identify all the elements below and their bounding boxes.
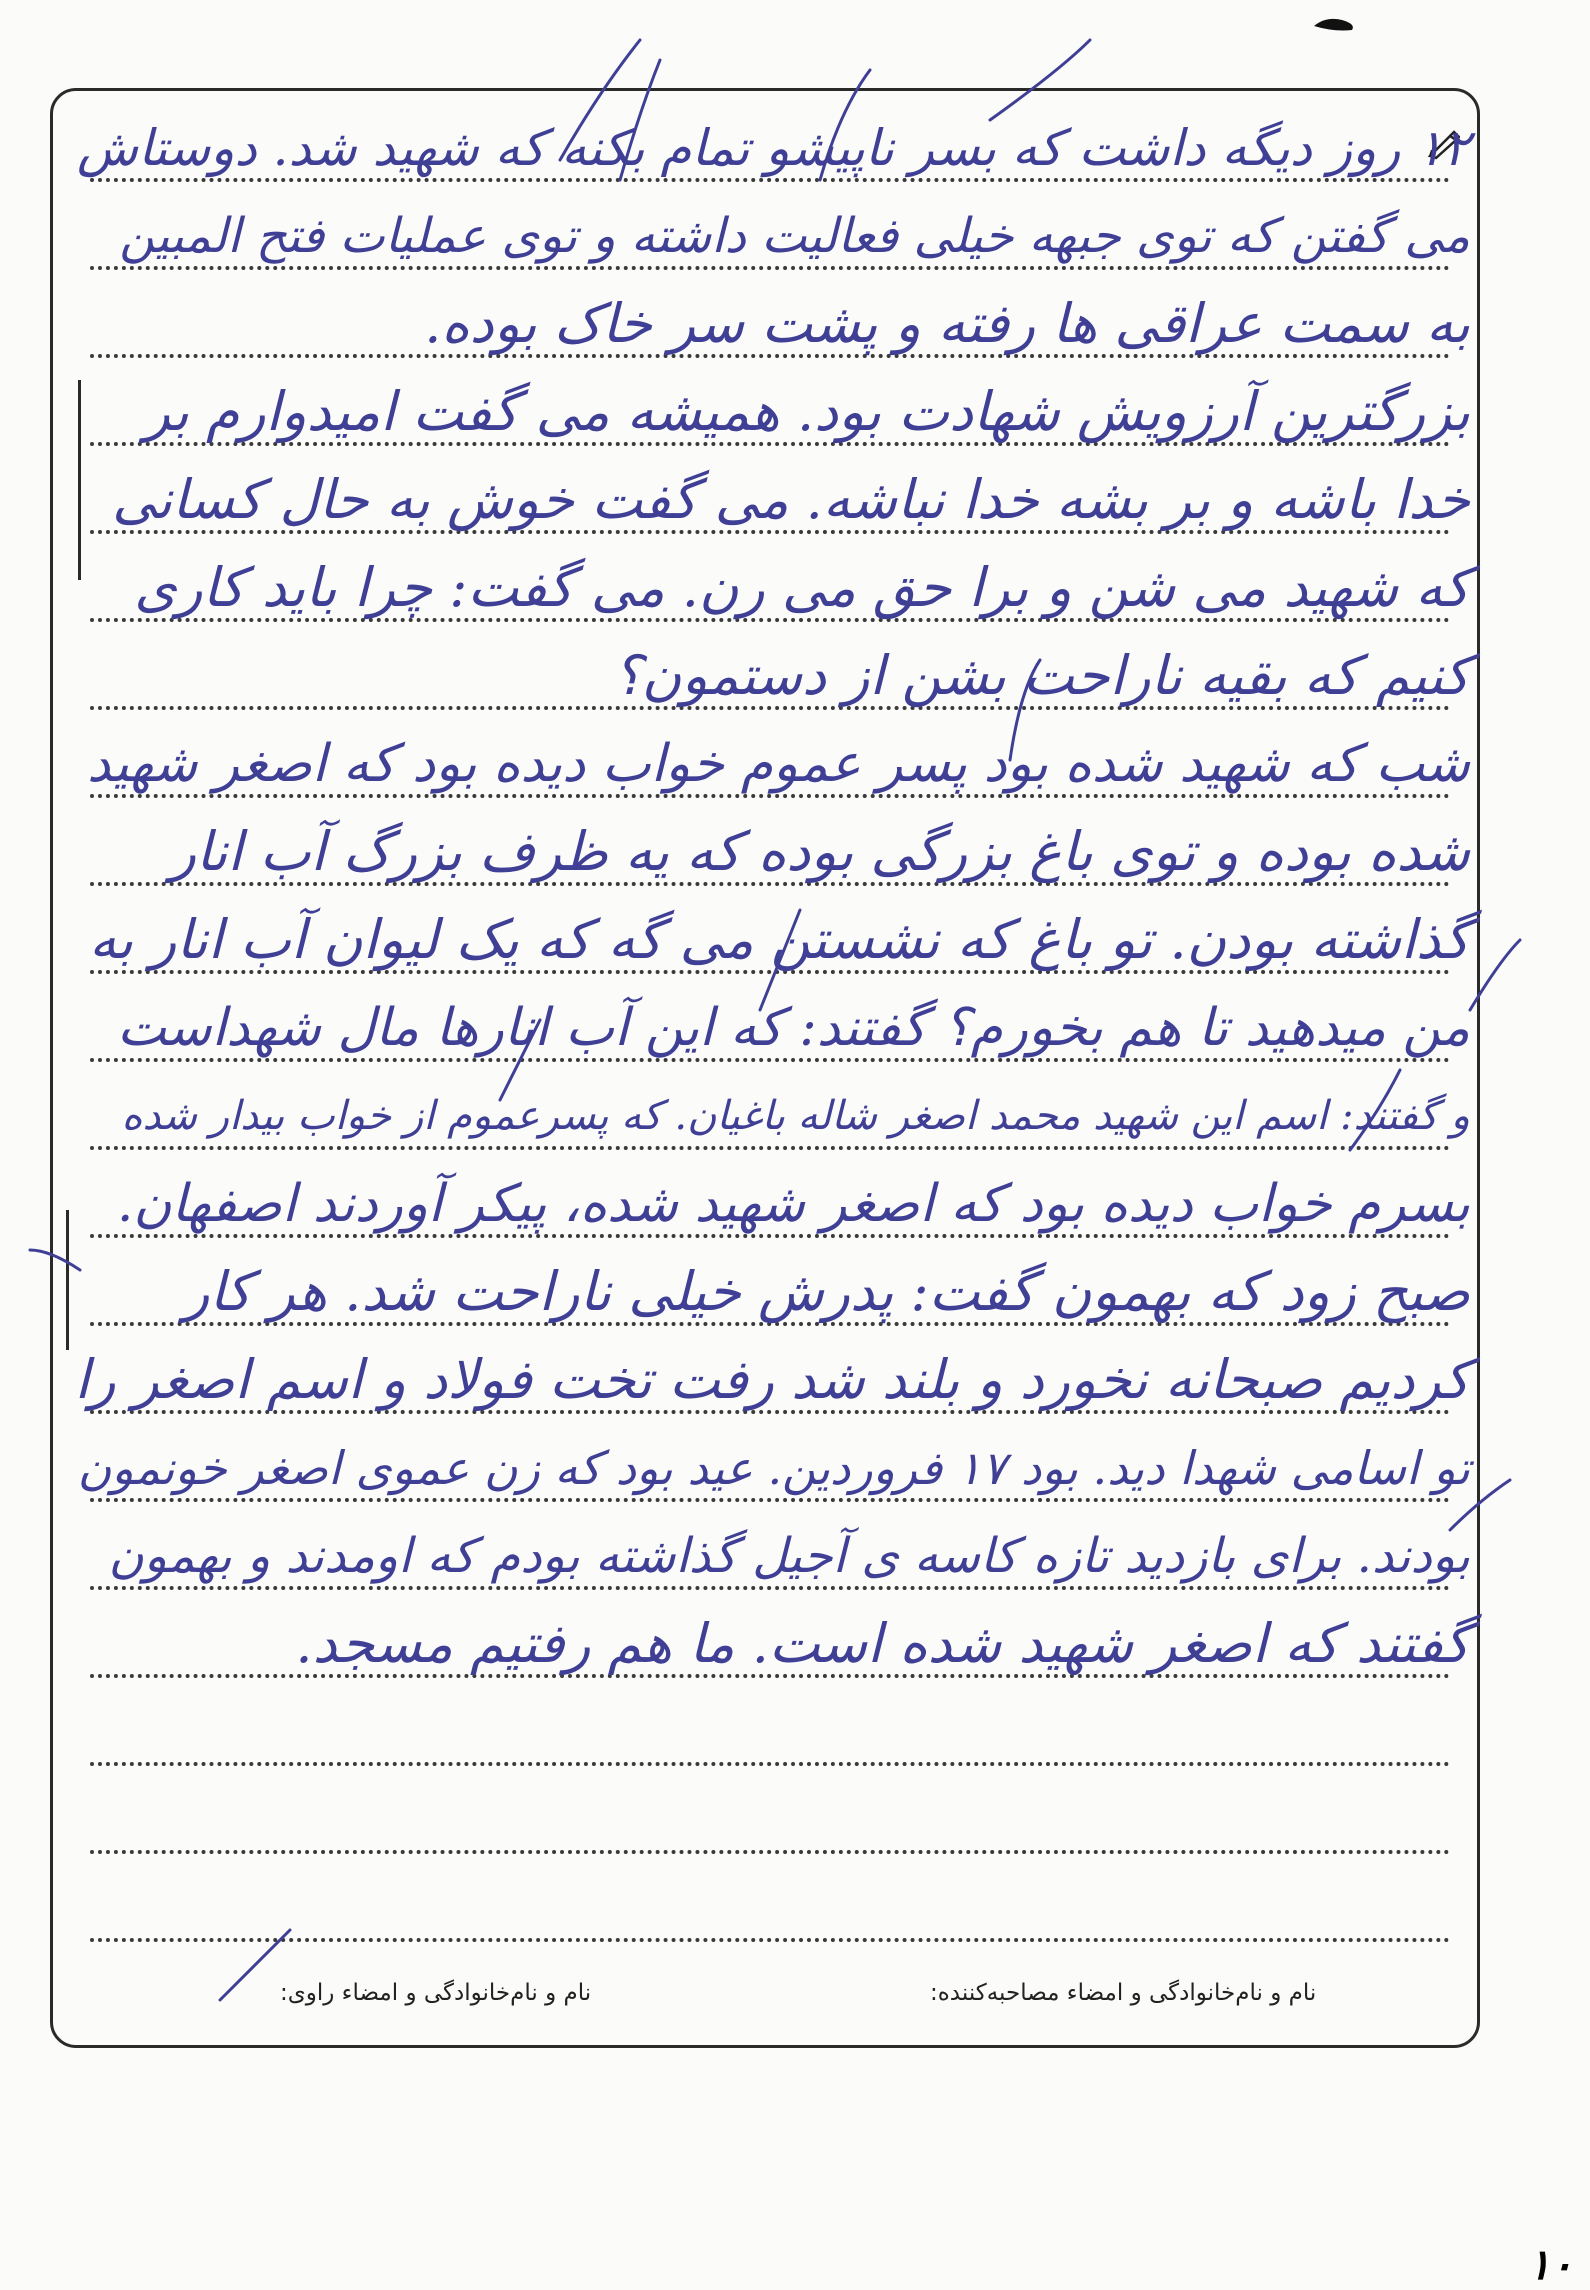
handwritten-line: بودند. برای بازدید تازه کاسه ی آجیل گذاشته بودم که اومدند و بهمون bbox=[108, 1528, 1470, 1584]
dotted-line bbox=[90, 1938, 1450, 1942]
dotted-line bbox=[90, 1498, 1450, 1502]
dotted-line bbox=[90, 1586, 1450, 1590]
handwritten-line: بسرم خواب دیده بود که اصغر شهید شده، پیکر آوردند اصفهان. bbox=[116, 1174, 1470, 1234]
interviewer-signature-label: نام و نام‌خانوادگی و امضاء مصاحبه‌کننده: bbox=[930, 1980, 1317, 2006]
handwritten-line: خدا باشه و بر بشه خدا نباشه. می گفت خوش به حال کسانی bbox=[112, 468, 1470, 531]
dotted-line bbox=[90, 1762, 1450, 1766]
handwritten-line: تو اسامی شهدا دید. بود ۱۷ فروردین. عید بود که زن عموی اصغر خونمون bbox=[77, 1441, 1470, 1495]
handwritten-line: که شهید می شن و برا حق می رن. می گفت: چرا باید کاری bbox=[134, 556, 1470, 619]
page-number: ۱۰ bbox=[1528, 2240, 1574, 2289]
handwritten-line: صبح زود که بهمون گفت: پدرش خیلی ناراحت شد. هر کار bbox=[183, 1260, 1470, 1323]
ink-smudge bbox=[1312, 14, 1358, 32]
handwritten-line: ۱۲ روز دیگه داشت که بسر ناپیشو تمام بکنه که شهید شد. دوستاش bbox=[77, 119, 1470, 177]
handwritten-line: کردیم صبحانه نخورد و بلند شد رفت تخت فولاد و اسم اصغر را bbox=[74, 1348, 1470, 1411]
dotted-line bbox=[90, 1234, 1450, 1238]
dotted-line bbox=[90, 1146, 1450, 1150]
dotted-line bbox=[90, 178, 1450, 182]
dotted-line bbox=[90, 794, 1450, 798]
handwritten-line: و گفتند: اسم این شهید محمد اصغر شاله باغیان. که پسرعموم از خواب بیدار شده bbox=[121, 1093, 1470, 1139]
handwritten-line: شده بوده و توی باغ بزرگی بوده که یه ظرف بزرگ آب انار bbox=[169, 820, 1470, 883]
dotted-line bbox=[90, 1058, 1450, 1062]
handwritten-line: گذاشته بودن. تو باغ که نشستن می گه که یک لیوان آب انار به bbox=[89, 908, 1470, 971]
handwritten-line: گفتند که اصغر شهید شده است. ما هم رفتیم مسجد. bbox=[295, 1612, 1470, 1675]
interviewee-signature-label: نام و نام‌خانوادگی و امضاء راوی: bbox=[280, 1980, 592, 2006]
handwritten-line: من میدهید تا هم بخورم؟ گفتند: که این آب انارها مال شهداست bbox=[117, 998, 1470, 1058]
handwritten-line: کنیم که بقیه ناراحت بشن از دستمون؟ bbox=[613, 644, 1470, 707]
handwritten-line: شب که شهید شده بود پسر عموم خواب دیده بود که اصغر شهید bbox=[86, 734, 1470, 794]
handwritten-line: بزرگترین آرزویش شهادت بود. همیشه می گفت امیدوارم بر bbox=[144, 380, 1470, 443]
margin-bar-bottom bbox=[66, 1210, 69, 1350]
dotted-line bbox=[90, 266, 1450, 270]
dotted-line bbox=[90, 1850, 1450, 1854]
handwritten-line: می گفتن که توی جبهه خیلی فعالیت داشته و توی عملیات فتح المبین bbox=[119, 208, 1470, 264]
handwritten-line: به سمت عراقی ها رفته و پشت سر خاک بوده. bbox=[424, 292, 1470, 355]
